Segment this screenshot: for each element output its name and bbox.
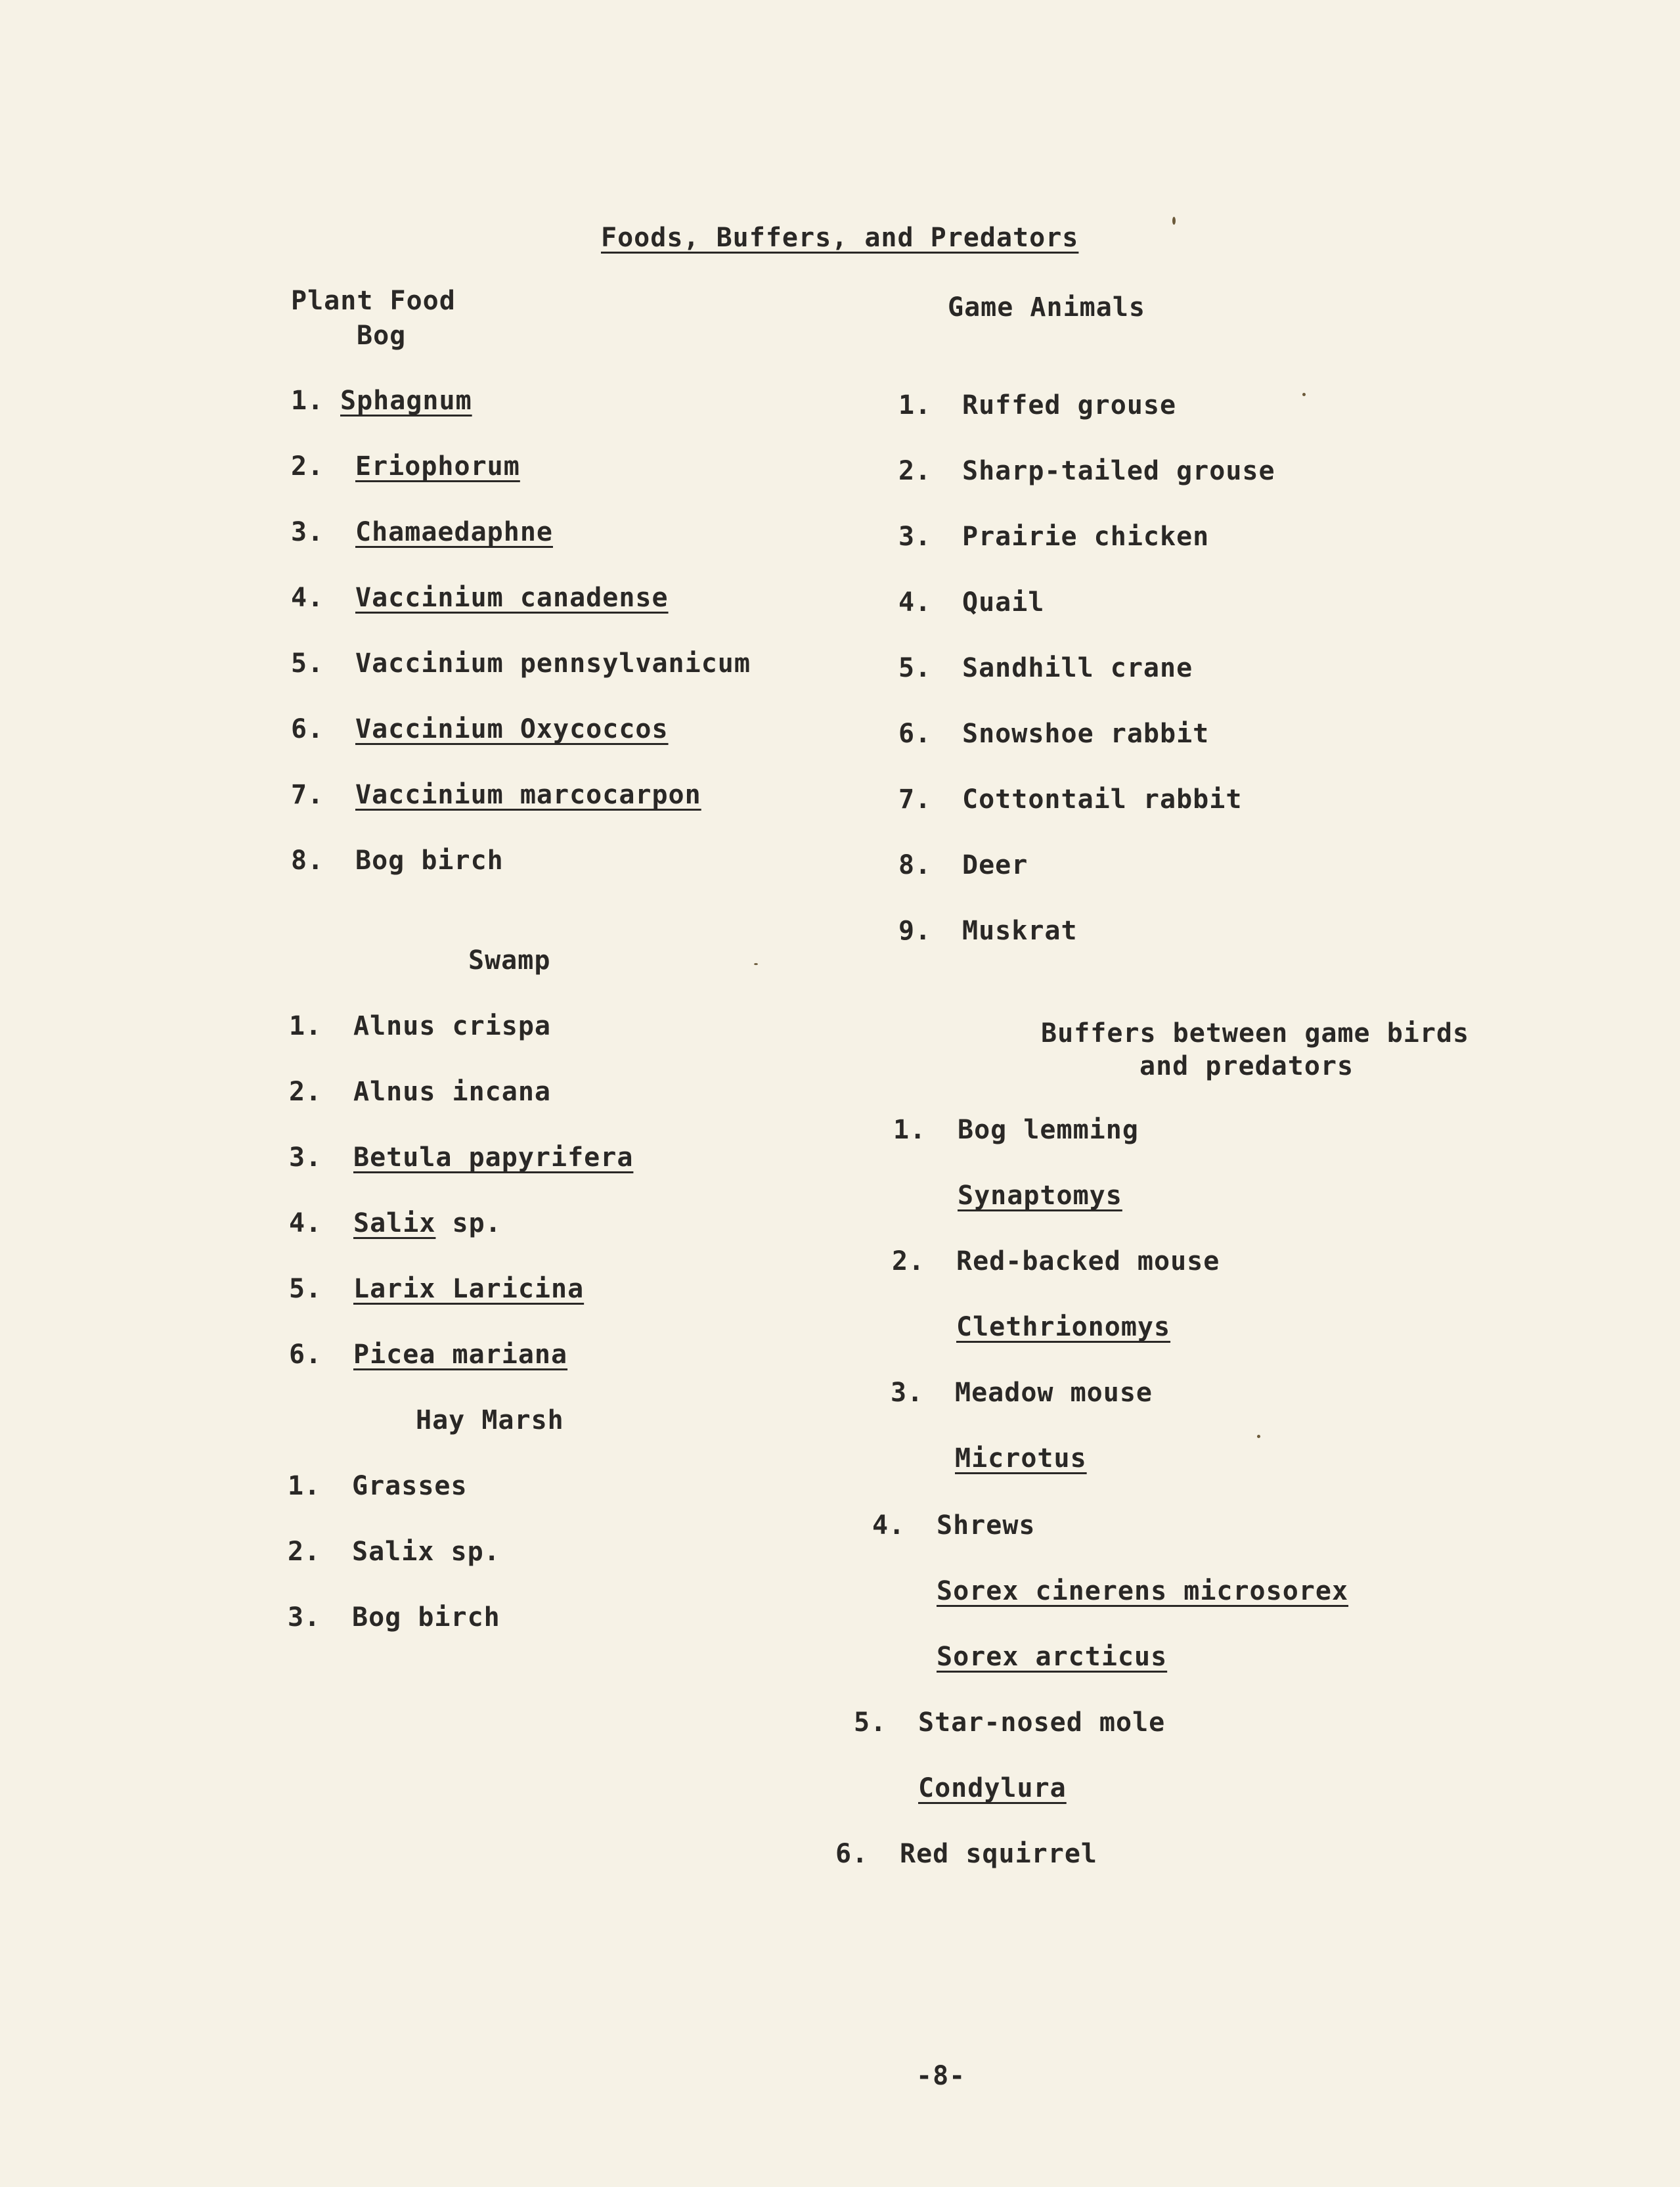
item-number: 1. — [291, 386, 324, 416]
item-number: 5. — [854, 1707, 887, 1738]
item-name: Vaccinium marcocarpon — [355, 780, 701, 810]
item-name: Vaccinium canadense — [355, 583, 669, 613]
item-name: Prairie chicken — [962, 522, 1210, 552]
hay-marsh-heading: Hay Marsh — [416, 1405, 564, 1435]
item-name: Bog birch — [355, 845, 504, 876]
item-name: Alnus crispa — [353, 1011, 551, 1041]
plant-food-heading: Plant Food — [291, 286, 456, 316]
item-number: 2. — [289, 1077, 322, 1107]
item-name: Star-nosed mole — [918, 1707, 1166, 1738]
item-name: Muskrat — [962, 916, 1078, 946]
item-suffix: sp. — [435, 1208, 502, 1238]
item-number: 1. — [893, 1115, 927, 1145]
game-animals-heading: Game Animals — [948, 292, 1145, 323]
item-number: 5. — [898, 653, 932, 683]
item-number: 2. — [892, 1246, 925, 1276]
item-name: Meadow mouse — [955, 1378, 1153, 1408]
item-name: Red squirrel — [900, 1839, 1097, 1869]
item-name: Vaccinium Oxycoccos — [355, 714, 669, 744]
genus-name: Clethrionomys — [956, 1312, 1171, 1342]
buffers-heading: Buffers between game birds — [1041, 1018, 1470, 1048]
item-name: Deer — [962, 850, 1028, 880]
item-number: 1. — [289, 1011, 322, 1041]
paper-speck — [1172, 217, 1176, 225]
item-name: Quail — [962, 587, 1045, 618]
item-name: Larix Laricina — [353, 1274, 585, 1304]
item-number: 8. — [898, 850, 932, 880]
item-number: 4. — [898, 587, 932, 618]
item-name: Eriophorum — [355, 451, 520, 482]
item-name: Sandhill crane — [962, 653, 1193, 683]
item-number: 2. — [288, 1537, 321, 1567]
genus-name: Sorex cinerens microsorex — [937, 1576, 1349, 1606]
item-name: Betula papyrifera — [353, 1142, 634, 1173]
item-number: 4. — [291, 583, 324, 613]
paper-speck — [754, 963, 758, 965]
bog-heading: Bog — [357, 321, 407, 351]
item-name: Bog birch — [352, 1602, 500, 1633]
item-name: Picea mariana — [353, 1340, 568, 1370]
item-number: 6. — [835, 1839, 869, 1869]
page-number: -8- — [916, 2061, 966, 2091]
genus-name: Condylura — [918, 1773, 1067, 1803]
item-name: Ruffed grouse — [962, 390, 1177, 420]
item-name: Shrews — [937, 1510, 1036, 1541]
swamp-heading: Swamp — [468, 945, 551, 976]
item-name: Bog lemming — [958, 1115, 1139, 1145]
item-number: 1. — [898, 390, 932, 420]
item-name: Cottontail rabbit — [962, 784, 1243, 815]
genus-name: Synaptomys — [958, 1181, 1122, 1211]
item-number: 9. — [898, 916, 932, 946]
item-name: Alnus incana — [353, 1077, 551, 1107]
genus-name: Microtus — [955, 1443, 1087, 1474]
item-name: Salix — [353, 1208, 436, 1238]
page-title: Foods, Buffers, and Predators — [601, 223, 1079, 253]
genus-name: Sorex arcticus — [937, 1642, 1168, 1672]
item-number: 2. — [898, 456, 932, 486]
item-number: 3. — [898, 522, 932, 552]
item-name: Vaccinium pennsylvanicum — [355, 648, 751, 679]
item-number: 3. — [291, 517, 324, 547]
item-number: 7. — [291, 780, 324, 810]
item-name: Sphagnum — [340, 386, 472, 416]
item-name: Grasses — [352, 1471, 468, 1501]
item-number: 8. — [291, 845, 324, 876]
item-number: 3. — [288, 1602, 321, 1633]
item-number: 2. — [291, 451, 324, 482]
item-number: 4. — [289, 1208, 322, 1238]
item-name: Snowshoe rabbit — [962, 719, 1210, 749]
item-number: 6. — [289, 1340, 322, 1370]
item-number: 5. — [291, 648, 324, 679]
item-name: Chamaedaphne — [355, 517, 553, 547]
item-number: 3. — [289, 1142, 322, 1173]
item-name: Sharp-tailed grouse — [962, 456, 1275, 486]
item-number: 7. — [898, 784, 932, 815]
paper-speck — [1302, 393, 1306, 396]
item-number: 4. — [872, 1510, 906, 1541]
item-name: Salix sp. — [352, 1537, 500, 1567]
item-name: Red-backed mouse — [956, 1246, 1220, 1276]
buffers-heading-line2: and predators — [1139, 1051, 1354, 1081]
item-number: 5. — [289, 1274, 322, 1304]
item-number: 6. — [898, 719, 932, 749]
item-number: 6. — [291, 714, 324, 744]
paper-speck — [1257, 1435, 1260, 1438]
item-number: 3. — [891, 1378, 924, 1408]
item-number: 1. — [288, 1471, 321, 1501]
